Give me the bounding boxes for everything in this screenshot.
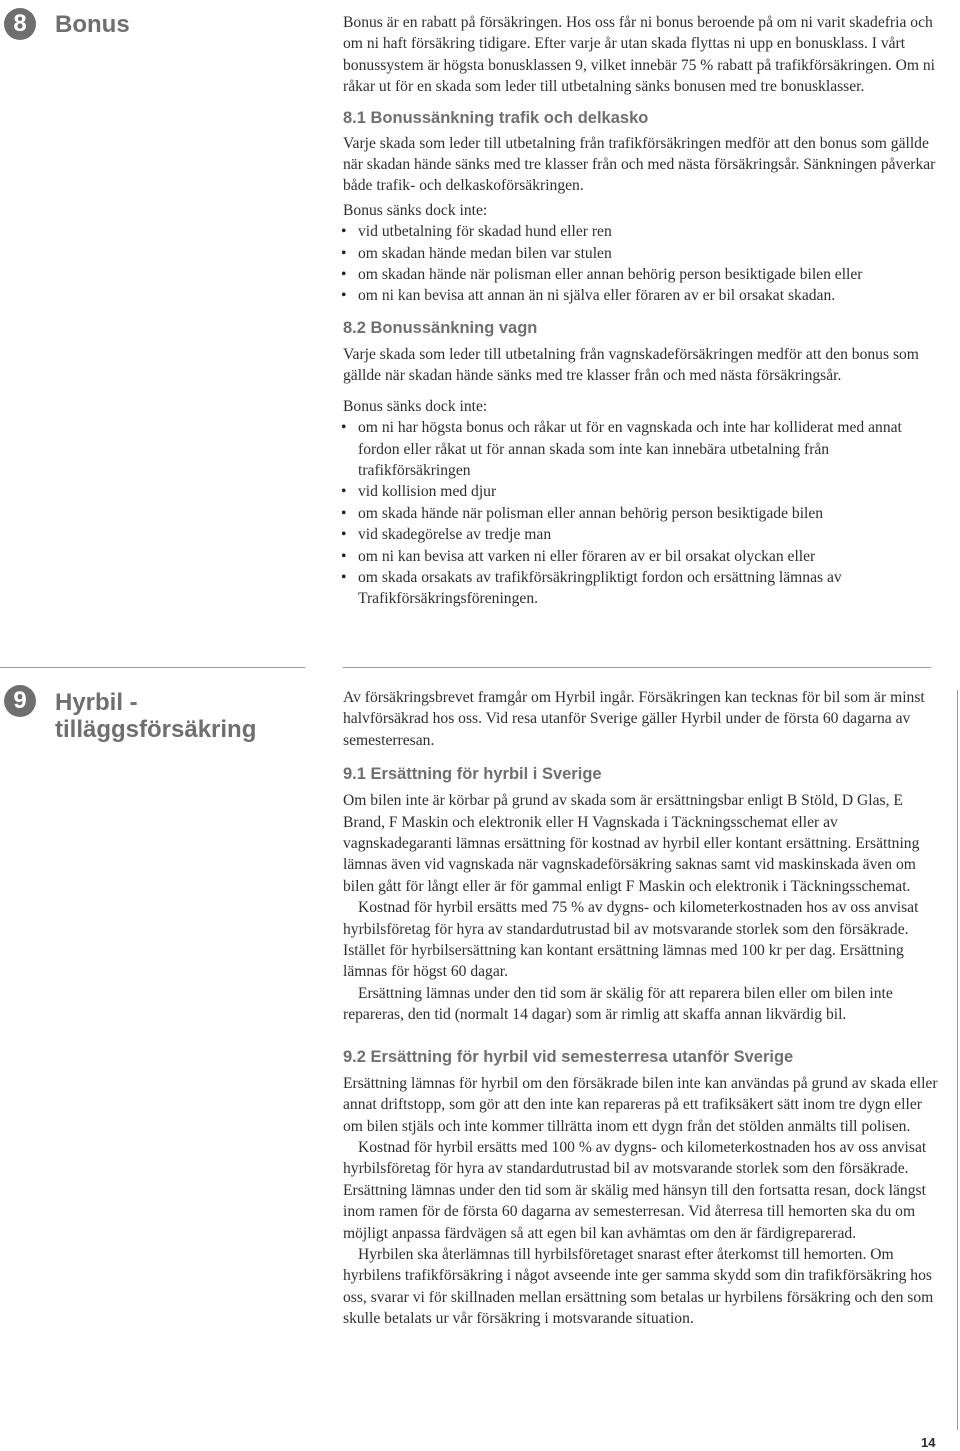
list-item: • vid utbetalning för skadad hund eller ren	[343, 221, 943, 242]
section-divider-right	[343, 667, 931, 668]
bullet-list-8-2	[343, 417, 943, 610]
paragraph-9-2-b: Kostnad för hyrbil ersätts med 100 % av dygns- och kilometerkostnaden hos av oss anvisat hyrbilsföretag för hyra av standardutrustad bil av motsvarande storlek som den försäkrade. Ersättning lämnas under den tid som är skälig med hänsyn till den fortsatta resan, dock längst inom ramen för de första 60 dagarna av semesterresan. Vid återresa till hemorten ska du om möjligt anpassa färdvägen så att egen bil kan avhämtas om den är färdigreparerad.	[343, 1138, 927, 1242]
paragraph-9-1-c: Ersättning lämnas under den tid som är skälig för att reparera bilen eller om bilen inte repareras, den tid (normalt 14 dagar) som är rimlig att skaffa annan likvärdig bil.	[343, 984, 893, 1024]
section-9-title-line2: tilläggsförsäkring	[55, 716, 257, 743]
section-8-number-badge: 8	[4, 8, 36, 40]
heading-9-2: 9.2 Ersättning för hyrbil vid semesterresa utanför Sverige	[343, 1047, 794, 1066]
list-item: • om skada orsakats av trafikförsäkringpliktigt fordon och ersättning lämnas av Trafikförsäkringsföreningen.	[343, 567, 943, 610]
paragraph-8-2-a: Varje skada som leder till utbetalning från vagnskadeförsäkringen medför att den bonus som gällde när skadan hände sänks med tre klasser från och med nästa försäkringsår.	[343, 345, 919, 385]
heading-8-1: 8.1 Bonussänkning trafik och delkasko	[343, 108, 649, 127]
section-9-number-badge: 9	[4, 685, 36, 717]
list-item: • vid skadegörelse av tredje man	[343, 524, 943, 545]
paragraph-9-2-a: Ersättning lämnas för hyrbil om den försäkrade bilen inte kan användas på grund av skada eller annat driftstopp, som gör att den inte kan repareras på ett trafiksäkert sätt inom tre dygn eller om bilen stjäls och inte kommer tillrätta inom ett dygn från det stölden anmälts till polisen.	[343, 1074, 938, 1135]
section-8-body	[343, 12, 943, 610]
section-8-intro: Bonus är en rabatt på försäkringen. Hos oss får ni bonus beroende på om ni varit skadefria och om ni haft försäkring tidigare. Efter varje år utan skada flyttas ni upp en bonusklass. I vårt bonussystem är högsta bonusklassen 9, vilket innebär 75 % rabatt på trafikförsäkringen. Om ni råkar ut för en skada som leder till utbetalning sänks bonusen med tre bonusklasser.	[343, 14, 935, 96]
margin-rule	[957, 690, 958, 1430]
list-item: • om skada hände när polisman eller annan behörig person besiktigade bilen	[343, 503, 943, 524]
list-item: • vid kollision med djur	[343, 481, 943, 502]
paragraph-9-1-b: Kostnad för hyrbil ersätts med 75 % av dygns- och kilometerkostnaden hos av oss anvisat hyrbilsföretag för hyra av standardutrustad bil av motsvarande storlek som den försäkrade. Istället för hyrbilsersättning kan kontant ersättning lämnas med 100 kr per dag. Ersättning lämnas för högst 60 dagar.	[343, 899, 919, 981]
bullet-list-8-1	[343, 221, 943, 307]
paragraph-8-1-a: Varje skada som leder till utbetalning från trafikförsäkringen medför att den bonus som gällde när skadan hände sänks med tre klasser från och med nästa försäkringsår. Sänkningen påverkar både trafik- och delkaskoförsäkringen.	[343, 134, 936, 195]
paragraph-8-1-b: Bonus sänks dock inte:	[343, 201, 488, 219]
list-item: • om skadan hände medan bilen var stulen	[343, 243, 943, 264]
list-item: • om ni har högsta bonus och råkar ut för en vagnskada och inte har kolliderat med annat fordon eller råkat ut för annan skada som inte kan innebära utbetalning från trafikförsäkringen	[343, 417, 943, 481]
section-divider-left	[0, 667, 305, 668]
section-8-title: Bonus	[55, 11, 130, 38]
list-item: • om ni kan bevisa att annan än ni själva eller föraren av er bil orsakat skadan.	[343, 285, 943, 306]
paragraph-9-2-c: Hyrbilen ska återlämnas till hyrbilsföretaget snarast efter återkomst till hemorten. Om hyrbilens trafikförsäkring i något avseende inte ger samma skydd som din trafikförsäkring hos oss, svarar vi för skillnaden mellan ersättning som betalas ur hyrbilens försäkring och den som skulle betalats ur vår försäkring i motsvarande situation.	[343, 1245, 934, 1328]
paragraph-8-2-b: Bonus sänks dock inte:	[343, 397, 488, 415]
heading-8-2: 8.2 Bonussänkning vagn	[343, 318, 538, 337]
paragraph-9-1-a: Om bilen inte är körbar på grund av skada som är ersättningsbar enligt B Stöld, D Glas, E Brand, F Maskin och elektronik eller H Vagnskada i Täckningsschemat eller av vagnskadegaranti lämnas ersättning för kostnad av hyrbil eller kontant ersättning. Ersättning lämnas även vid vagnskada när vagnskadeförsäkring saknas samt vid maskinskada även om bilen gått för långt eller är för gammal enligt F Maskin och elektronik i Täckningsschemat.	[343, 792, 920, 895]
heading-9-1: 9.1 Ersättning för hyrbil i Sverige	[343, 765, 602, 784]
section-9-intro: Av försäkringsbrevet framgår om Hyrbil ingår. Försäkringen kan tecknas för bil som är minst halvförsäkrad hos oss. Vid resa utanför Sverige gäller Hyrbil under de första 60 dagarna av semesterresan.	[343, 689, 925, 749]
section-9-body	[343, 687, 943, 1330]
list-item: • om ni kan bevisa att varken ni eller föraren av er bil orsakat olyckan eller	[343, 546, 943, 567]
section-9-title-line1: Hyrbil -	[55, 689, 138, 716]
list-item: • om skadan hände när polisman eller annan behörig person besiktigade bilen eller	[343, 264, 943, 285]
page-number: 14	[921, 1435, 936, 1450]
